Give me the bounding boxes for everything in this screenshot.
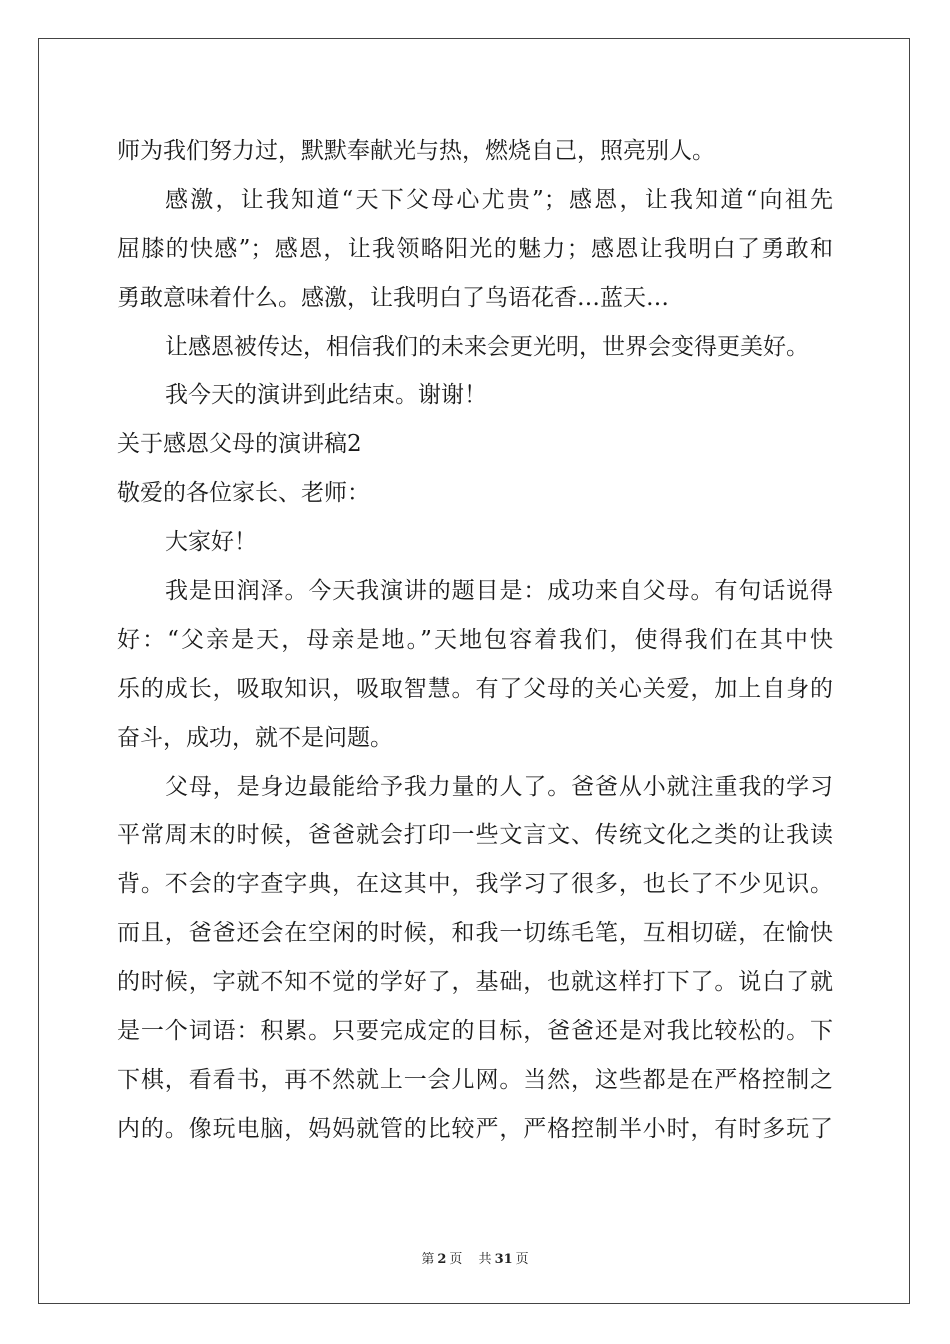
text-line: 我是田润泽。今天我演讲的题目是：成功来自父母。有句话说得 (165, 578, 833, 605)
document-body (117, 127, 833, 1154)
text-line: 内的。像玩电脑，妈妈就管的比较严，严格控制半小时，有时多玩了 (117, 1115, 833, 1142)
text-line: 乐的成长，吸取知识，吸取智慧。有了父母的关心关爱，加上自身的 (117, 675, 833, 702)
total-count: 31 (494, 1252, 513, 1267)
text-line: 而且，爸爸还会在空闲的时候，和我一切练毛笔，互相切磋，在愉快 (117, 920, 833, 947)
text-line: 勇敢意味着什么。感激，让我明白了鸟语花香…蓝天… (117, 284, 669, 311)
text-line: 敬爱的各位家长、老师： (117, 480, 370, 507)
page-unit: 页 (449, 1252, 463, 1267)
text-line: 关于感恩父母的演讲稿2 (117, 431, 362, 458)
text-line: 我今天的演讲到此结束。谢谢！ (165, 382, 487, 409)
total-unit: 页 (515, 1252, 529, 1267)
text-line: 是一个词语：积累。只要完成定的目标，爸爸还是对我比较松的。下 (117, 1018, 833, 1045)
text-line: 父母，是身边最能给予我力量的人了。爸爸从小就注重我的学习 (165, 773, 833, 800)
page-number (418, 1252, 465, 1267)
text-line: 背。不会的字查字典，在这其中，我学习了很多，也长了不少见识。 (117, 871, 833, 898)
text-line: 好：“父亲是天，母亲是地。”天地包容着我们，使得我们在其中快 (117, 626, 833, 653)
text-line: 感激，让我知道“天下父母心尤贵”；感恩，让我知道“向祖先 (165, 186, 833, 213)
text-line: 屈膝的快感”；感恩，让我领略阳光的魅力；感恩让我明白了勇敢和 (117, 235, 833, 262)
text-line: 师为我们努力过，默默奉献光与热，燃烧自己，照亮别人。 (117, 138, 715, 164)
page-footer (0, 1248, 950, 1267)
page-current: 2 (437, 1252, 447, 1267)
text-line: 大家好！ (165, 529, 257, 556)
page-prefix: 第 (421, 1252, 435, 1267)
text-line: 平常周末的时候，爸爸就会打印一些文言文、传统文化之类的让我读 (117, 822, 833, 849)
page-total (476, 1252, 532, 1267)
text-line: 下棋，看看书，再不然就上一会儿网。当然，这些都是在严格控制之 (117, 1066, 833, 1093)
text-line: 的时候，字就不知不觉的学好了，基础，也就这样打下了。说白了就 (117, 969, 833, 996)
total-prefix: 共 (478, 1252, 492, 1267)
text-line: 让感恩被传达，相信我们的未来会更光明，世界会变得更美好。 (165, 333, 809, 360)
text-line: 奋斗，成功，就不是问题。 (117, 724, 393, 751)
